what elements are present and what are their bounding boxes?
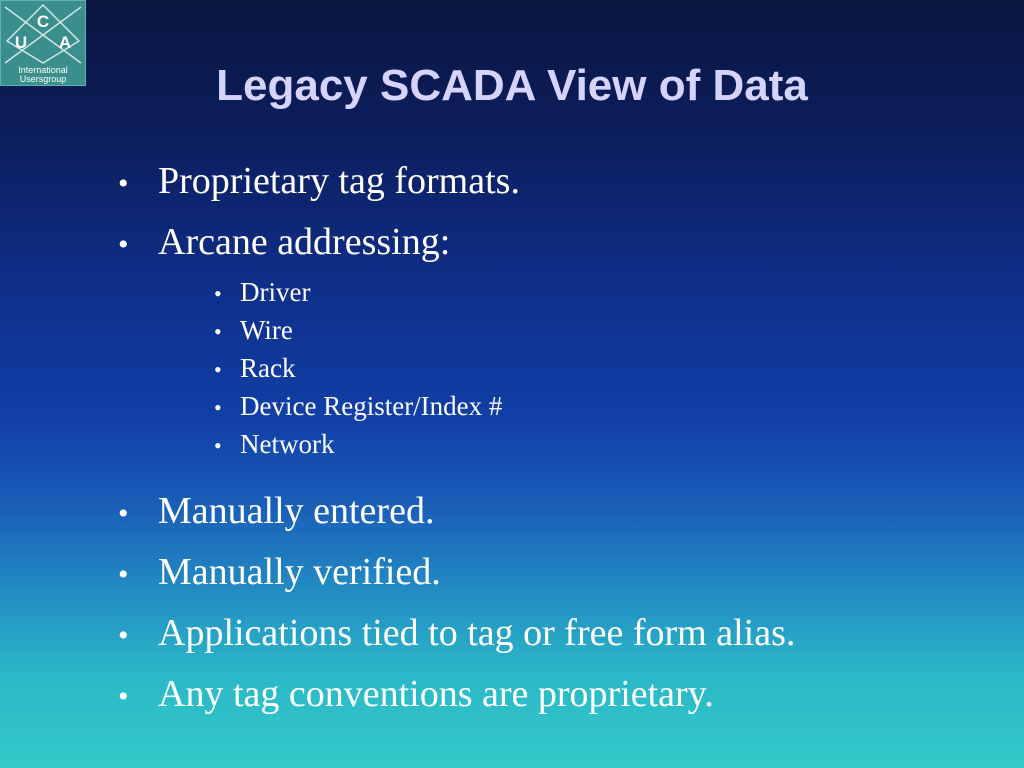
sub-bullet-dot: • bbox=[214, 281, 222, 306]
bullet-dot: • bbox=[118, 619, 129, 652]
sub-bullet-item bbox=[214, 312, 998, 350]
bullet-text: Arcane addressing: bbox=[158, 221, 451, 263]
bullet-item bbox=[118, 152, 998, 213]
bullet-text: Manually entered. bbox=[158, 490, 435, 532]
bullet-text: Applications tied to tag or free form alias. bbox=[158, 612, 796, 654]
bullet-dot: • bbox=[118, 680, 129, 713]
sub-bullet-text: Wire bbox=[240, 315, 293, 345]
sub-bullet-item bbox=[214, 388, 998, 426]
bullet-dot: • bbox=[118, 228, 129, 261]
bullet-text: Any tag conventions are proprietary. bbox=[158, 673, 714, 715]
logo-caption-line1: International bbox=[18, 65, 68, 75]
bullet-text: Proprietary tag formats. bbox=[158, 160, 520, 202]
sub-bullet-text: Rack bbox=[240, 353, 296, 383]
sub-bullet-text: Device Register/Index # bbox=[240, 391, 503, 421]
bullet-dot: • bbox=[118, 167, 129, 200]
bullet-item bbox=[118, 213, 998, 274]
logo-caption-line2: Usersgroup bbox=[19, 74, 67, 84]
sub-bullet-text: Driver bbox=[240, 277, 311, 307]
sub-bullet-dot: • bbox=[214, 395, 222, 420]
bullet-list bbox=[118, 152, 998, 726]
sub-bullet-dot: • bbox=[214, 433, 222, 458]
bullet-item bbox=[118, 482, 998, 543]
logo-letter-u: U bbox=[14, 33, 28, 52]
sub-bullet-group bbox=[118, 274, 998, 464]
bullet-item bbox=[118, 543, 998, 604]
sub-bullet-text: Network bbox=[240, 429, 335, 459]
bullet-item bbox=[118, 604, 998, 665]
sub-bullet-dot: • bbox=[214, 357, 222, 382]
sub-bullet-item bbox=[214, 426, 998, 464]
logo-letter-a: A bbox=[58, 33, 72, 52]
bullet-dot: • bbox=[118, 558, 129, 591]
sub-bullet-list bbox=[214, 274, 998, 464]
bullet-text: Manually verified. bbox=[158, 551, 441, 593]
sub-bullet-dot: • bbox=[214, 319, 222, 344]
bullet-item bbox=[118, 665, 998, 726]
logo-letter-c: C bbox=[36, 12, 50, 31]
sub-bullet-item bbox=[214, 274, 998, 312]
slide-title: Legacy SCADA View of Data bbox=[216, 61, 808, 110]
sub-bullet-item bbox=[214, 350, 998, 388]
bullet-dot: • bbox=[118, 497, 129, 530]
